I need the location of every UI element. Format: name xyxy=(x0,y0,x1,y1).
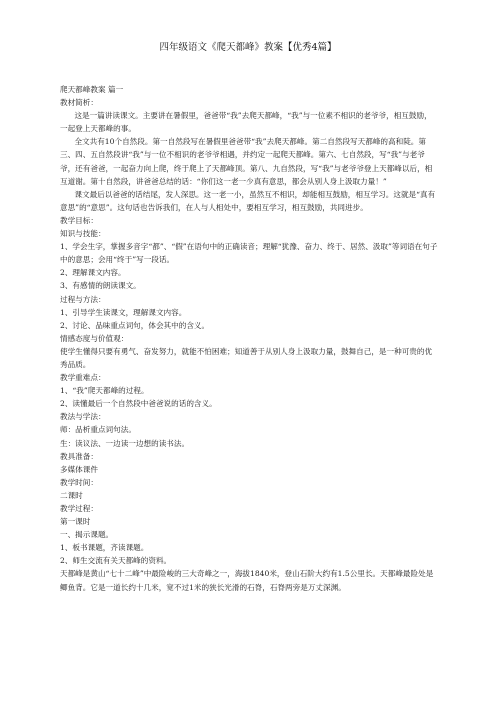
paragraph: 情感态度与价值观： xyxy=(60,333,129,343)
paragraph: 教法与学法： xyxy=(60,412,106,422)
paragraph: 全文共有10个自然段。第一自然段写在暑假里爸爸带“我”去爬天都峰。第二自然段写天都峰的高和陡。第三、四、五自然段讲“我”与一位不相识的老爷爷相遇，并约定一起爬天都峰。第六、七自然段，写“我”与老爷爷，还有爸爸，一起奋力向上爬，终于爬上了天都峰顶。第八、九自然段，写“我”与老爷爷登上天都峰以后，相互道谢。第十自然段，讲爸爸总结的话：“你们这一老一少真有意思，都会从别人身上汲取力量！” xyxy=(60,137,433,186)
paragraph: 3、有感情的朗读课文。 xyxy=(60,281,141,291)
paragraph: 知识与技能： xyxy=(60,229,106,239)
paragraph: 教学过程： xyxy=(60,504,98,513)
paragraph: 课文最后以爸爸的话结尾，发人深思。这一老一小，虽然互不相识，却能相互鼓励，相互学习。这就是“真有意思”的“意思”。这句话也告诉我们，在人与人相处中，要相互学习，相互鼓励，共同进步。 xyxy=(60,189,436,212)
paragraph: 教学重难点： xyxy=(60,373,106,383)
document-title: 四年级语文《爬天都峰》教案【优秀4篇】 xyxy=(159,42,337,53)
paragraph: 这是一篇讲读课文。主要讲在暑假里，爸爸带“我”去爬天都峰，“我”与一位素不相识的老爷爷，相互鼓励，一起登上天都峰的事。 xyxy=(60,111,432,134)
paragraph: 生：读议法、一边读一边想的读书法。 xyxy=(60,438,190,448)
paragraph: 天都峰是黄山“七十二峰”中最险峻的三大奇峰之一，海拔1840米，登山石阶大约有1.5公里长。天都峰最险处是鲫鱼背。它是一道长约十几米，宽不过1米的狭长光滑的石脊，石脊两旁是万丈深渊。 xyxy=(60,569,434,592)
paragraph: 1、板书课题，齐读课题。 xyxy=(60,543,149,553)
paragraph: 教材简析： xyxy=(60,98,98,108)
paragraph: 教具准备： xyxy=(60,451,98,461)
paragraph-list xyxy=(60,96,438,594)
paragraph: 师：品析重点词句法。 xyxy=(60,425,136,435)
paragraph: 1、“我”爬天都峰的过程。 xyxy=(60,386,149,396)
paragraph: 二课时 xyxy=(60,490,83,500)
paragraph: 过程与方法： xyxy=(60,294,106,304)
paragraph: 1、学会生字，掌握多音字“都”、“假”在语句中的正确读音；理解“犹豫、奋力、终于、居然、汲取”等词语在句子中的意思；会用“终于”写一段话。 xyxy=(60,242,438,265)
paragraph: 第一课时 xyxy=(60,517,91,527)
paragraph: 2、读懂最后一个自然段中爸爸说的话的含义。 xyxy=(60,399,217,409)
paragraph: 多媒体课件 xyxy=(60,464,98,474)
paragraph: 教学时间： xyxy=(60,477,98,487)
paragraph: 2、师生交流有关天都峰的资料。 xyxy=(60,556,172,566)
paragraph: 一、揭示课题。 xyxy=(60,530,114,540)
paragraph: 教学目标： xyxy=(60,215,98,225)
paragraph: 1、引导学生读课文，理解课文内容。 xyxy=(60,307,187,317)
paragraph: 2、讨论、品味重点词句，体会其中的含义。 xyxy=(60,320,210,330)
paragraph: 使学生懂得只要有勇气、奋发努力，就能不怕困难；知道善于从别人身上汲取力量，鼓舞自己，是一种可贵的优秀品质。 xyxy=(60,346,433,369)
section-heading: 爬天都峰教案 篇一 xyxy=(60,85,124,94)
paragraph: 2、理解课文内容。 xyxy=(60,268,126,278)
document-body xyxy=(60,83,438,594)
